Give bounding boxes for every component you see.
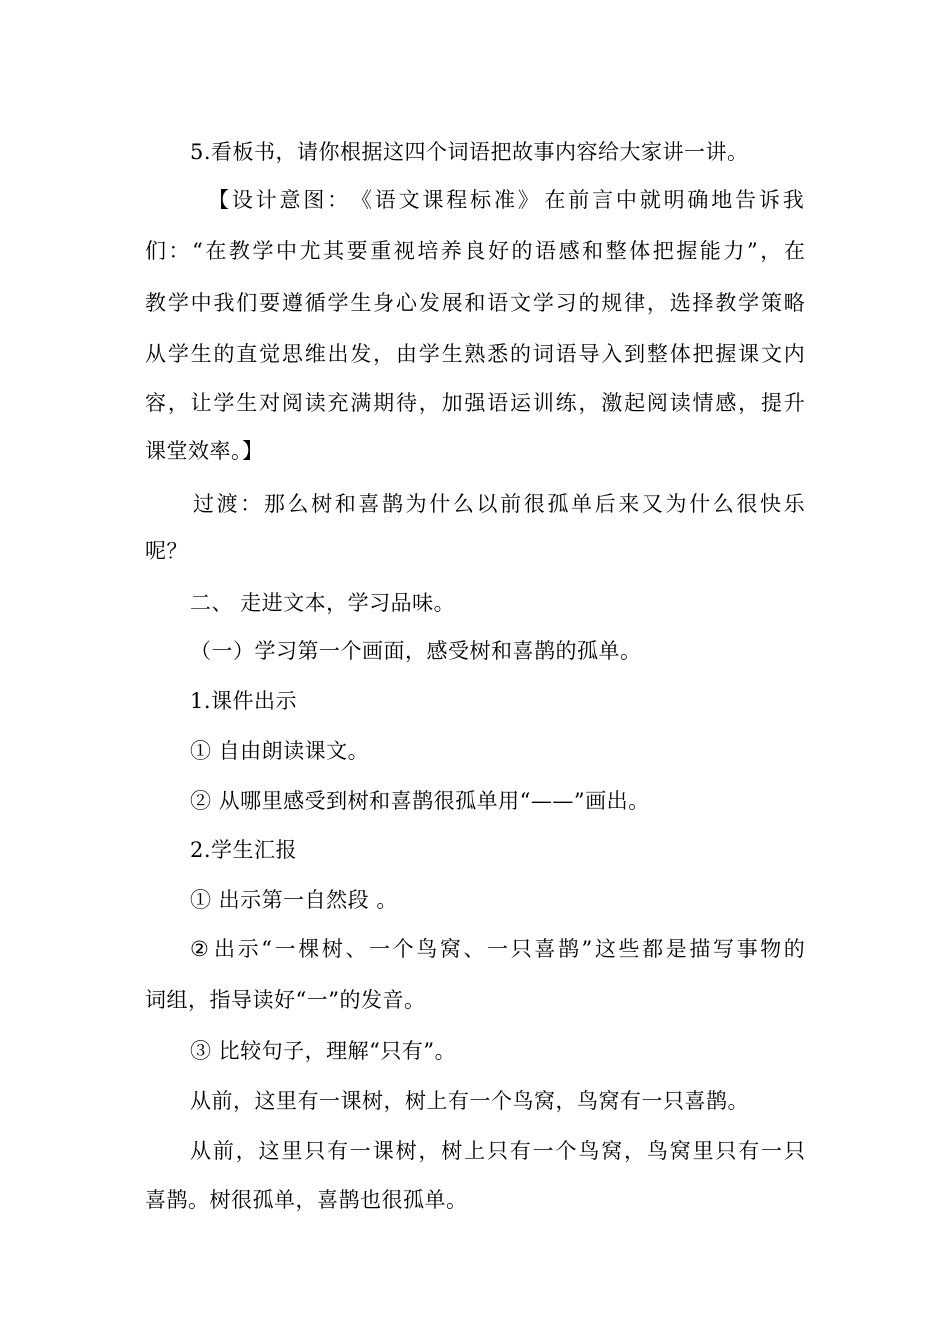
text-char: 让 [190,391,212,415]
text-char: 学 [532,291,554,315]
text-char: 过 [193,492,214,516]
text-char: 体 [669,342,691,366]
text-char: ， [578,391,600,415]
text-char: 出 [327,342,349,366]
text-char: 只 [510,937,532,961]
text-char: 学 [418,342,440,366]
text-line: 1.课件出示 [190,689,298,713]
text-char: 鸟 [578,1139,600,1163]
text-char: 情 [692,391,714,415]
text-char: 在 [205,239,227,263]
text-char: 阅 [281,391,303,415]
text-char: 读 [669,391,691,415]
text-char: 前 [568,188,590,212]
text-char: 学 [167,291,189,315]
text-char: ： [240,492,262,516]
text-char: 在 [783,239,805,263]
text-line: 喜鹊。树很孤单，喜鹊也很孤单。 [145,1188,468,1212]
text-char: 由 [395,342,417,366]
text-char: 感 [558,239,580,263]
text-char: 很 [736,492,758,516]
text-char: 重 [370,239,392,263]
text-char: 培 [417,239,439,263]
text-char: ， [373,342,395,366]
text-char: 体 [629,239,651,263]
text-char: 养 [440,239,462,263]
text-char: 有 [509,1139,531,1163]
text-char: 升 [783,391,805,415]
text-char: 激 [601,391,623,415]
text-line [190,929,805,969]
text-line [145,383,805,423]
text-char: 有 [327,1139,349,1163]
text-char: 中 [615,188,637,212]
text-char: 是 [665,937,687,961]
text-char: 生 [236,391,258,415]
text-char: 学 [327,291,349,315]
text-char: 入 [601,342,623,366]
text-char: 身 [373,291,395,315]
text-char: ： [327,188,349,212]
text-char: 和 [334,492,356,516]
text-char: 语 [555,342,577,366]
text-char: 、 [345,937,367,961]
text-line: ② 从哪里感受到树和喜鹊很孤单用“——”画出。 [190,789,650,813]
text-char: 内 [783,342,805,366]
text-char: 训 [532,391,554,415]
text-char: 准 [493,188,515,212]
text-char: 的 [511,239,533,263]
text-char: 律 [624,291,646,315]
text-char: 窝 [439,937,461,961]
text-char: 发 [418,291,440,315]
text-char: 选 [669,291,691,315]
text-char: 喜 [358,492,380,516]
text-char: 强 [464,391,486,415]
text-char: 心 [395,291,417,315]
text-char: 生 [441,342,463,366]
text-char: ， [167,391,189,415]
text-char: 直 [236,342,258,366]
text-char: ， [646,291,668,315]
text-char: 乐 [783,492,805,516]
text-char: 里 [692,1139,714,1163]
text-char: 文 [398,188,420,212]
text-char: 物 [760,937,782,961]
text-char: 阅 [646,391,668,415]
text-char: 树 [441,1139,463,1163]
text-char: 整 [646,342,668,366]
text-char: 些 [618,937,640,961]
text-char: 前 [212,1139,234,1163]
text-char: 提 [760,391,782,415]
text-char: 好 [487,239,509,263]
text-line [190,1131,805,1171]
text-char: 设 [231,188,253,212]
text-char: 遵 [281,291,303,315]
text-char: 视 [393,239,415,263]
text-char: 诉 [758,188,780,212]
text-char: 略 [783,291,805,315]
text-char: 感 [715,391,737,415]
text-char: 教 [228,239,250,263]
text-char: 计 [255,188,277,212]
text-char: 和 [582,239,604,263]
text-line: 从前，这里有一课树，树上有一个鸟窝，鸟窝有一只喜鹊。 [190,1089,749,1113]
text-char: 出 [214,937,236,961]
text-char: 教 [715,291,737,315]
text-char: 鹊 [382,492,403,516]
text-char: 里 [281,1139,303,1163]
text-char: 能 [699,239,721,263]
text-char: 学 [213,391,235,415]
text-char: 程 [446,188,468,212]
text-char: ， [418,1139,440,1163]
text-char: 要 [346,239,368,263]
text-char: 握 [715,342,737,366]
text-char: 满 [350,391,372,415]
text-char: 到 [624,342,646,366]
text-char: 待 [395,391,417,415]
text-char: 那 [263,492,285,516]
text-char: 生 [190,342,212,366]
text-char: 描 [689,937,711,961]
text-char: 导 [578,342,600,366]
text-char: ： [168,239,190,263]
text-line: 呢？ [145,539,188,563]
text-line: 2.学生汇报 [190,838,298,862]
text-char: ， [624,1139,646,1163]
text-char: 我 [213,291,235,315]
text-char: 什 [689,492,711,516]
text-char: 中 [276,239,298,263]
text-line [193,484,805,524]
text-char: 告 [735,188,757,212]
subsection-heading: （一）学习第一个画面，感受树和喜鹊的孤单。 [190,639,642,663]
text-char: 又 [641,492,663,516]
text-char: 的 [783,937,805,961]
text-char: ” [581,937,593,961]
text-char: 把 [692,342,714,366]
text-char: 其 [323,239,345,263]
text-char: 么 [287,492,309,516]
text-char: ② [190,937,209,961]
text-char: 后 [594,492,616,516]
text-char: 择 [692,291,714,315]
text-char: 一 [349,1139,371,1163]
text-char: 只 [486,1139,508,1163]
text-char: 教 [145,291,166,315]
text-char: 容 [145,391,166,415]
text-char: 练 [555,391,577,415]
text-char: 中 [190,291,212,315]
text-char: 标 [470,188,492,212]
text-char: 为 [405,492,427,516]
text-char: 来 [618,492,640,516]
text-char: 学 [252,239,274,263]
text-char: 词 [532,342,554,366]
text-char: 从 [145,342,166,366]
text-char: 的 [510,342,531,366]
text-char: 鸟 [646,1139,668,1163]
text-char: 树 [311,492,333,516]
text-char: 树 [395,1139,417,1163]
text-line: ③ 比较句子，理解“只有”。 [190,1039,457,1063]
text-char: 》 [517,188,539,212]
text-line [208,180,804,220]
text-char: 学 [738,291,760,315]
text-char: 这 [594,937,616,961]
text-char: 们 [145,239,166,263]
text-char: 前 [500,492,522,516]
text-char: 都 [642,937,664,961]
text-char: “ [261,937,273,961]
text-char: 思 [281,342,303,366]
text-char: 力 [723,239,745,263]
text-char: 悉 [487,342,509,366]
text-char: 语 [535,239,557,263]
text-char: 么 [712,492,734,516]
text-char: 孤 [547,492,569,516]
text-char: 的 [213,342,235,366]
text-char: 们 [236,291,258,315]
text-char: 写 [712,937,734,961]
text-char: ， [235,1139,257,1163]
text-char: 的 [578,291,600,315]
text-line: ① 自由朗读课文。 [190,739,370,763]
text-char: 确 [687,188,709,212]
text-char: 明 [663,188,685,212]
text-char: 把 [652,239,674,263]
text-char: 语 [374,188,396,212]
text-char: 以 [476,492,498,516]
text-char: 从 [190,1139,211,1163]
text-char: 单 [571,492,592,516]
text-char: “ [192,239,203,263]
text-char: 展 [441,291,463,315]
text-line [145,231,805,271]
text-char: 快 [760,492,781,516]
text-char: 一 [532,1139,554,1163]
text-char: 事 [736,937,758,961]
text-char: 一 [761,1139,783,1163]
text-char: ， [738,391,760,415]
text-line: 5.看板书，请你根据这四个词语把故事内容给大家讲一讲。 [190,140,749,164]
section-heading: 二、 走进文本，学习品味。 [190,591,456,615]
text-char: 语 [487,391,509,415]
text-char: 窝 [669,1139,691,1163]
text-char: ” [746,239,758,263]
text-char: 文 [760,342,782,366]
text-char: 个 [392,937,414,961]
text-char: 鹊 [557,937,579,961]
text-char: 什 [429,492,451,516]
text-char: 加 [441,391,463,415]
text-char: 习 [555,291,577,315]
text-char: 一 [487,937,509,961]
text-char: 窝 [601,1139,623,1163]
text-char: ， [760,239,782,263]
text-char: 个 [555,1139,577,1163]
text-char: 充 [327,391,349,415]
text-char: 课 [372,1139,394,1163]
text-char: 在 [544,188,566,212]
text-char: 觉 [259,342,281,366]
text-char: 地 [711,188,733,212]
text-char: 为 [665,492,687,516]
text-char: 鸟 [416,937,438,961]
text-char: 要 [259,291,281,315]
text-char: 树 [321,937,343,961]
text-char: 和 [464,291,486,315]
text-char: 上 [464,1139,486,1163]
text-char: 棵 [298,937,320,961]
text-char: 么 [452,492,474,516]
text-char: 一 [369,937,391,961]
text-char: 策 [760,291,782,315]
text-char: 维 [304,342,326,366]
text-char: 尤 [299,239,321,263]
text-char: 课 [422,188,444,212]
text-char: 规 [601,291,623,315]
text-line [145,283,805,323]
text-char: 语 [487,291,509,315]
text-char: 很 [523,492,545,516]
text-char: 一 [274,937,296,961]
text-char: 学 [167,342,189,366]
text-char: 握 [676,239,698,263]
text-line: ① 出示第一自然段 。 [190,888,398,912]
text-char: 喜 [534,937,556,961]
text-char: 我 [782,188,804,212]
text-line: 课堂效率。】 [145,439,264,463]
text-char: 渡 [216,492,238,516]
text-char: 就 [639,188,661,212]
text-char: 整 [605,239,627,263]
text-line: 词组，指导读好“一”的发音。 [145,988,426,1012]
text-char: 只 [783,1139,805,1163]
text-char: 《 [350,188,372,212]
text-char: 运 [510,391,531,415]
text-char: 对 [259,391,281,415]
text-char: 循 [304,291,326,315]
text-char: 熟 [464,342,486,366]
text-char: 期 [373,391,395,415]
text-char: 发 [350,342,372,366]
text-char: 言 [592,188,614,212]
text-char: 示 [237,937,259,961]
text-char: 起 [624,391,646,415]
text-char: 只 [304,1139,326,1163]
text-char: ， [418,391,440,415]
text-char: 有 [738,1139,760,1163]
text-char: 、 [463,937,485,961]
text-char: 课 [738,342,760,366]
text-char: 读 [304,391,326,415]
text-char: 只 [715,1139,737,1163]
text-char: 【 [208,188,229,212]
text-line [145,334,805,374]
text-char: 意 [279,188,301,212]
text-char: 良 [464,239,486,263]
text-char: 生 [350,291,372,315]
text-char: 文 [510,291,531,315]
text-char: 图 [303,188,325,212]
text-char: 这 [258,1139,280,1163]
